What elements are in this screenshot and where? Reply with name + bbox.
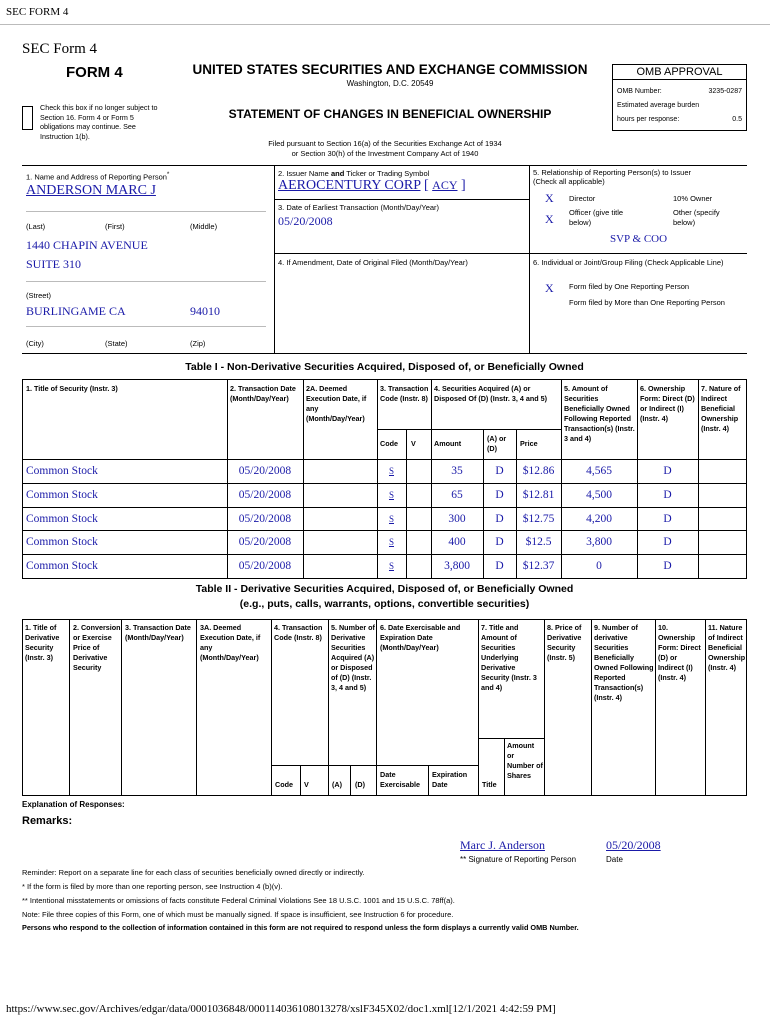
t2-code: Code [275,780,293,789]
t2-h3a: 3A. Deemed Execution Date, if any (Month/Day/Year) [200,623,261,662]
director-label: Director [569,194,596,203]
filed-line-2: or Section 30(h) of the Investment Company Act of 1940 [291,149,479,158]
note-3: Note: File three copies of this Form, one of which must be manually signed. If space is insufficient, see Instruction 6 for procedure. [22,910,454,919]
row-3-amount: 300 [448,512,466,525]
row-2-price: $12.81 [522,488,555,501]
remarks-label: Remarks: [22,815,73,827]
statement-title: STATEMENT OF CHANGES IN BENEFICIAL OWNERSHIP [228,107,552,121]
row-3-security-title: Common Stock [26,512,98,525]
row-4-transaction-date: 05/20/2008 [238,536,292,549]
row-5-transaction-code[interactable]: S [388,561,394,572]
row-5-owned-following: 0 [596,560,602,573]
box3-label: 3. Date of Earliest Transaction (Month/Day/Year) [278,203,440,212]
city-label: (City) [26,339,44,348]
t2-h9: 9. Number of derivative Securities Beneficially Owned Following Reported Transaction(s) (Instr. 4) [594,623,654,702]
persons-notice: Persons who respond to the collection of information contained in this form are not required to respond unless the form displays a currently valid OMB Number. [22,923,579,932]
row-1-transaction-date: 05/20/2008 [238,465,292,477]
row-3-transaction-date: 05/20/2008 [238,512,292,525]
reminder: Reminder: Report on a separate line for each class of securities beneficially owned directly or indirectly. [22,868,365,877]
row-3-price: $12.75 [522,512,555,525]
first-label: (First) [105,222,125,231]
t1-aord: (A) or (D) [487,434,507,453]
omb-burden-label: Estimated average burden [617,102,700,109]
checkbox-text: Check this box if no longer subject to Section 16. Form 4 or Form 5 obligations may continue. See Instruction 1(b). [40,103,158,141]
row-2-transaction-code[interactable]: S [388,489,394,500]
row-3-a-or-d: D [495,512,504,525]
row-5-a-or-d: D [495,560,504,573]
t1-h5: 5. Amount of Securities Beneficially Owned Following Reported Transaction(s) (Instr. 3 and 4) [564,384,635,443]
middle-label: (Middle) [190,222,218,231]
t1-price: Price [520,439,538,448]
t1-h4: 4. Securities Acquired (A) or Disposed Of (D) (Instr. 3, 4 and 5) [434,384,548,403]
date-label: Date [606,855,623,864]
row-3-ownership-form: D [663,512,672,525]
t1-h6: 6. Ownership Form: Direct (D) or Indirect (I) (Instr. 4) [640,384,695,423]
director-mark[interactable]: X [545,191,554,205]
omb-hours-value: 0.5 [732,116,742,123]
t1-v: V [411,439,416,448]
omb-box [612,64,747,131]
row-5-transaction-date: 05/20/2008 [238,560,292,573]
t2-amount-shares: Amount or Number of Shares [507,741,543,780]
reporting-person-name[interactable]: ANDERSON MARC J [26,183,156,198]
row-5-amount: 3,800 [444,560,470,573]
t1-h2: 2. Transaction Date (Month/Day/Year) [230,384,296,403]
no-longer-subject-checkbox[interactable] [22,106,33,130]
row-5-price: $12.37 [522,560,555,573]
officer-mark[interactable]: X [545,212,554,226]
zip-value: 94010 [190,304,220,318]
t2-h2: 2. Conversion or Exercise Price of Derivative Security [73,623,121,672]
filed-line-1: Filed pursuant to Section 16(a) of the Securities Exchange Act of 1934 [268,139,502,148]
t1-h1: 1. Title of Security (Instr. 3) [26,384,118,393]
row-4-amount: 400 [448,536,466,549]
omb-number-label: OMB Number: [617,88,662,95]
footer-url: https://www.sec.gov/Archives/edgar/data/0001036848/000114036108013278/xslF345X02/doc1.xml[12/1/2021 4:42:59 PM] [6,1003,556,1015]
row-1-security-title: Common Stock [26,465,98,477]
row-1-owned-following: 4,565 [586,465,612,477]
omb-title: OMB APPROVAL [613,65,746,80]
note-1: * If the form is filed by more than one reporting person, see Instruction 4 (b)(v). [22,882,283,891]
box5-sub: (Check all applicable) [533,177,605,186]
officer-title: SVP & COO [610,233,668,245]
box2-label: 2. Issuer Name and Ticker or Trading Symbol [278,169,430,178]
row-2-ownership-form: D [663,488,672,501]
zip-label: (Zip) [190,339,206,348]
other-label: Other (specify below) [673,208,720,227]
t2-h3: 3. Transaction Date (Month/Day/Year) [125,623,191,642]
row-3-transaction-code[interactable]: S [388,513,394,524]
box1-label: 1. Name and Address of Reporting Person* [26,171,170,182]
row-4-a-or-d: D [495,536,504,549]
row-4-price: $12.5 [525,536,552,549]
t2-expiration: Expiration Date [432,770,468,789]
officer-label: Officer (give title below) [569,208,624,227]
commission-title: UNITED STATES SECURITIES AND EXCHANGE COMMISSION [192,62,588,77]
table2-title-2: (e.g., puts, calls, warrants, options, convertible securities) [239,598,530,610]
t2-h10: 10. Ownership Form: Direct (D) or Indirect (I) (Instr. 4) [658,623,701,682]
t2-h4: 4. Transaction Code (Instr. 8) [274,623,323,642]
ten-percent-owner-label: 10% Owner [673,194,713,203]
form-label: FORM 4 [66,64,123,81]
t1-h7: 7. Nature of Indirect Beneficial Ownership (Instr. 4) [701,384,741,433]
t2-v: V [304,780,309,789]
row-2-a-or-d: D [495,488,504,501]
one-person-mark[interactable]: X [545,281,554,295]
t1-amount: Amount [434,439,462,448]
box6-label: 6. Individual or Joint/Group Filing (Check Applicable Line) [533,258,724,267]
row-1-transaction-code[interactable]: S [388,466,394,476]
box5-label: 5. Relationship of Reporting Person(s) to Issuer [533,168,691,177]
address-line-2: SUITE 310 [26,257,81,271]
t2-date-exercisable: Date Exercisable [380,770,420,789]
omb-hours-label: hours per response: [617,116,680,123]
row-4-owned-following: 3,800 [586,536,612,549]
tab-title: SEC FORM 4 [6,6,69,18]
t1-h3: 3. Transaction Code (Instr. 8) [380,384,429,403]
last-label: (Last) [26,222,46,231]
page-title: SEC Form 4 [22,41,98,57]
box4-label: 4. If Amendment, Date of Original Filed (Month/Day/Year) [278,258,468,267]
t2-title: Title [482,780,497,789]
signature[interactable]: Marc J. Anderson [460,838,545,852]
one-person-label: Form filed by One Reporting Person [569,282,690,291]
t2-h5: 5. Number of Derivative Securities Acquired (A) or Disposed of (D) (Instr. 3, 4 and 5) [331,623,375,692]
t2-h7: 7. Title and Amount of Securities Underlying Derivative Security (Instr. 3 and 4) [481,623,537,692]
t2-h1: 1. Title of Derivative Security (Instr. 3) [25,623,60,662]
row-1-amount: 35 [451,465,463,477]
signature-label: ** Signature of Reporting Person [460,855,577,864]
row-2-transaction-date: 05/20/2008 [238,488,292,501]
street-label: (Street) [26,291,52,300]
row-5-security-title: Common Stock [26,560,98,573]
explanation-label: Explanation of Responses: [22,800,125,809]
t2-h6: 6. Date Exercisable and Expiration Date (Month/Day/Year) [380,623,461,652]
row-3-owned-following: 4,200 [586,512,612,525]
row-5-ownership-form: D [663,560,672,573]
table2-title-1: Table II - Derivative Securities Acquired, Disposed of, or Beneficially Owned [195,583,574,595]
city-value: BURLINGAME CA [26,304,126,318]
t2-h8: 8. Price of Derivative Security (Instr. 5) [547,623,582,662]
row-2-security-title: Common Stock [26,488,98,501]
row-4-ownership-form: D [663,536,672,549]
row-1-price: $12.86 [522,465,555,477]
t2-d: (D) [355,780,365,789]
earliest-transaction-date: 05/20/2008 [278,214,333,228]
state-label: (State) [105,339,128,348]
t1-h2a: 2A. Deemed Execution Date, if any (Month/Day/Year) [306,384,367,423]
row-1-ownership-form: D [663,465,672,477]
more-persons-label: Form filed by More than One Reporting Person [569,298,725,307]
omb-number-value: 3235-0287 [708,88,742,95]
t2-h11: 11. Nature of Indirect Beneficial Ownership (Instr. 4) [708,623,746,672]
address-line-1: 1440 CHAPIN AVENUE [26,238,148,252]
issuer-name[interactable]: AEROCENTURY CORP [ ACY ] [278,178,466,193]
signature-date: 05/20/2008 [606,838,661,852]
note-2: ** Intentional misstatements or omissions of facts constitute Federal Criminal Violations See 18 U.S.C. 1001 and 15 U.S.C. 78ff(a). [22,896,455,905]
location: Washington, D.C. 20549 [346,79,434,88]
row-2-amount: 65 [451,488,463,501]
row-4-transaction-code[interactable]: S [388,537,394,548]
table1-title: Table I - Non-Derivative Securities Acquired, Disposed of, or Beneficially Owned [185,361,584,373]
t1-code: Code [380,439,398,448]
row-4-security-title: Common Stock [26,536,98,549]
t2-a: (A) [332,780,342,789]
row-2-owned-following: 4,500 [586,488,612,501]
row-1-a-or-d: D [495,465,504,477]
